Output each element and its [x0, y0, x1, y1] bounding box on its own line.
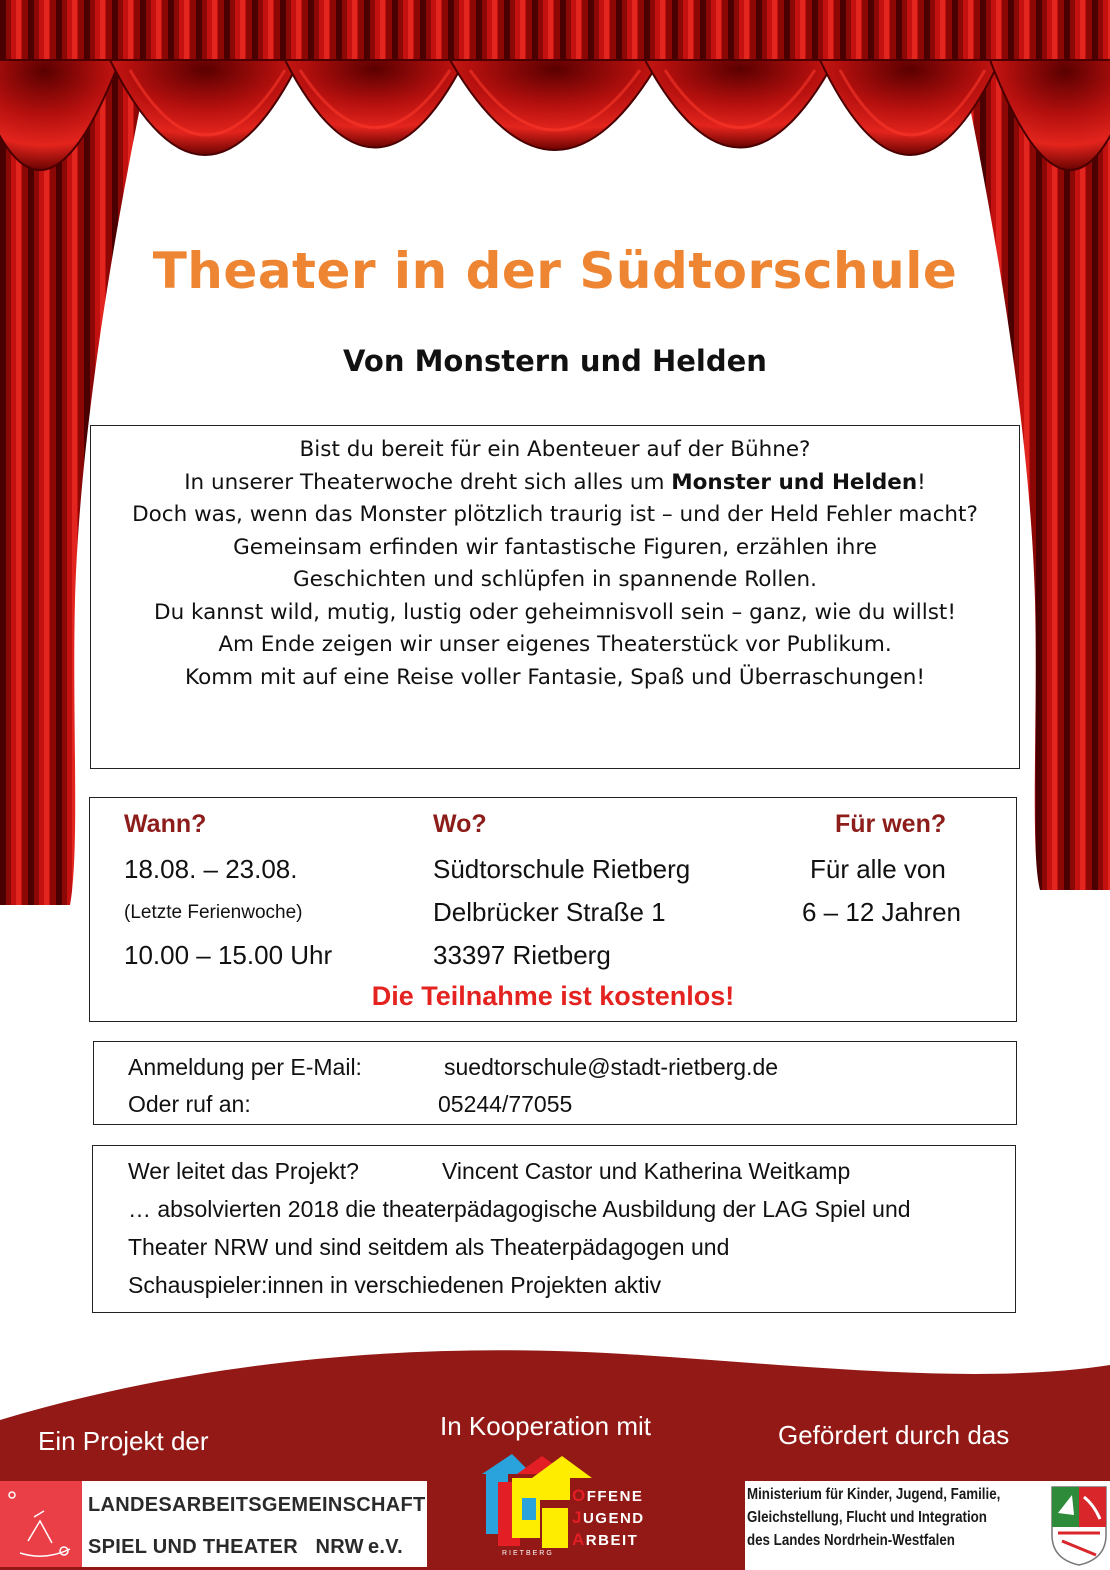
event-date-note: (Letzte Ferienwoche): [124, 902, 303, 923]
leaders-names: Vincent Castor und Katherina Weitkamp: [442, 1158, 851, 1184]
funded-by-label: Gefördert durch das: [778, 1420, 1010, 1450]
lag-name-line-2: SPIEL UND THEATER NRW e.V.: [88, 1536, 403, 1558]
phone-number[interactable]: 05244/77055: [438, 1091, 573, 1117]
cooperation-label: In Kooperation mit: [440, 1411, 652, 1441]
project-by-label: Ein Projekt der: [38, 1426, 209, 1456]
for-whom-heading: Für wen?: [835, 810, 947, 838]
event-time: 10.00 – 15.00 Uhr: [124, 940, 333, 970]
event-info-box: [89, 797, 1017, 1022]
intro-box: [90, 425, 1020, 769]
leaders-bio-line: Schauspieler:innen in verschiedenen Projekten aktiv: [128, 1272, 662, 1298]
age-line-2: 6 – 12 Jahren: [802, 897, 962, 927]
intro-line: Gemeinsam erfinden wir fantastische Figuren, erzählen ihre Geschichten und schlüpfen in spannende Rollen.: [233, 534, 877, 592]
nrw-coat-of-arms-icon: [1050, 1485, 1108, 1567]
phone-label: Oder ruf an:: [128, 1091, 251, 1117]
ministry-name: Ministerium für Kinder, Jugend, Familie, Gleichstellung, Flucht und Integration des Landes Nordrhein-Westfalen: [747, 1486, 1001, 1549]
intro-line: Bist du bereit für ein Abenteuer auf der Bühne?: [299, 437, 811, 462]
venue-name: Südtorschule Rietberg: [433, 854, 691, 884]
intro-line: Am Ende zeigen wir unser eigenes Theaterstück vor Publikum.: [218, 632, 892, 657]
leaders-bio-line: Theater NRW und sind seitdem als Theaterpädagogen und: [128, 1234, 730, 1260]
nrw-ministry-logo: [745, 1481, 1110, 1570]
oja-word-arbeit: ARBEIT: [572, 1530, 639, 1549]
intro-line: Doch was, wenn das Monster plötzlich traurig ist – und der Held Fehler macht?: [132, 502, 978, 527]
leaders-bio-line: … absolvierten 2018 die theaterpädagogische Ausbildung der LAG Spiel und: [128, 1196, 911, 1222]
email-label: Anmeldung per E-Mail:: [128, 1054, 362, 1080]
poster-subtitle: Von Monstern und Helden: [343, 344, 767, 378]
venue-street: Delbrücker Straße 1: [433, 897, 666, 927]
oja-word-offene: OFFENE: [572, 1486, 644, 1505]
event-date: 18.08. – 23.08.: [124, 854, 298, 884]
intro-highlight: Monster und Helden: [671, 469, 918, 495]
project-leaders-box: [92, 1145, 1016, 1313]
oja-subtitle: RIETBERG: [502, 1550, 554, 1557]
where-heading: Wo?: [433, 810, 487, 838]
lag-name-line-1: LANDESARBEITSGEMEINSCHAFT: [88, 1494, 426, 1516]
age-line-1: Für alle von: [810, 854, 946, 884]
venue-city: 33397 Rietberg: [433, 940, 611, 970]
poster-title: Theater in der Südtorschule: [152, 242, 958, 300]
registration-box: [93, 1041, 1017, 1125]
free-participation-note: Die Teilnahme ist kostenlos!: [371, 981, 735, 1011]
when-heading: Wann?: [124, 810, 207, 838]
intro-line: Komm mit auf eine Reise voller Fantasie, Spaß und Überraschungen!: [185, 664, 925, 690]
leaders-question: Wer leitet das Projekt?: [128, 1158, 359, 1184]
intro-line: In unserer Theaterwoche dreht sich alles um Monster und Helden!: [184, 469, 926, 495]
lag-logo: [0, 1481, 427, 1567]
email-address[interactable]: suedtorschule@stadt-rietberg.de: [444, 1054, 779, 1080]
lag-mark-icon: [0, 1481, 82, 1567]
oja-logo: [472, 1452, 672, 1562]
oja-word-jugend: JUGEND: [572, 1508, 645, 1527]
intro-line: Du kannst wild, mutig, lustig oder geheimnisvoll sein – ganz, wie du willst!: [154, 599, 956, 625]
